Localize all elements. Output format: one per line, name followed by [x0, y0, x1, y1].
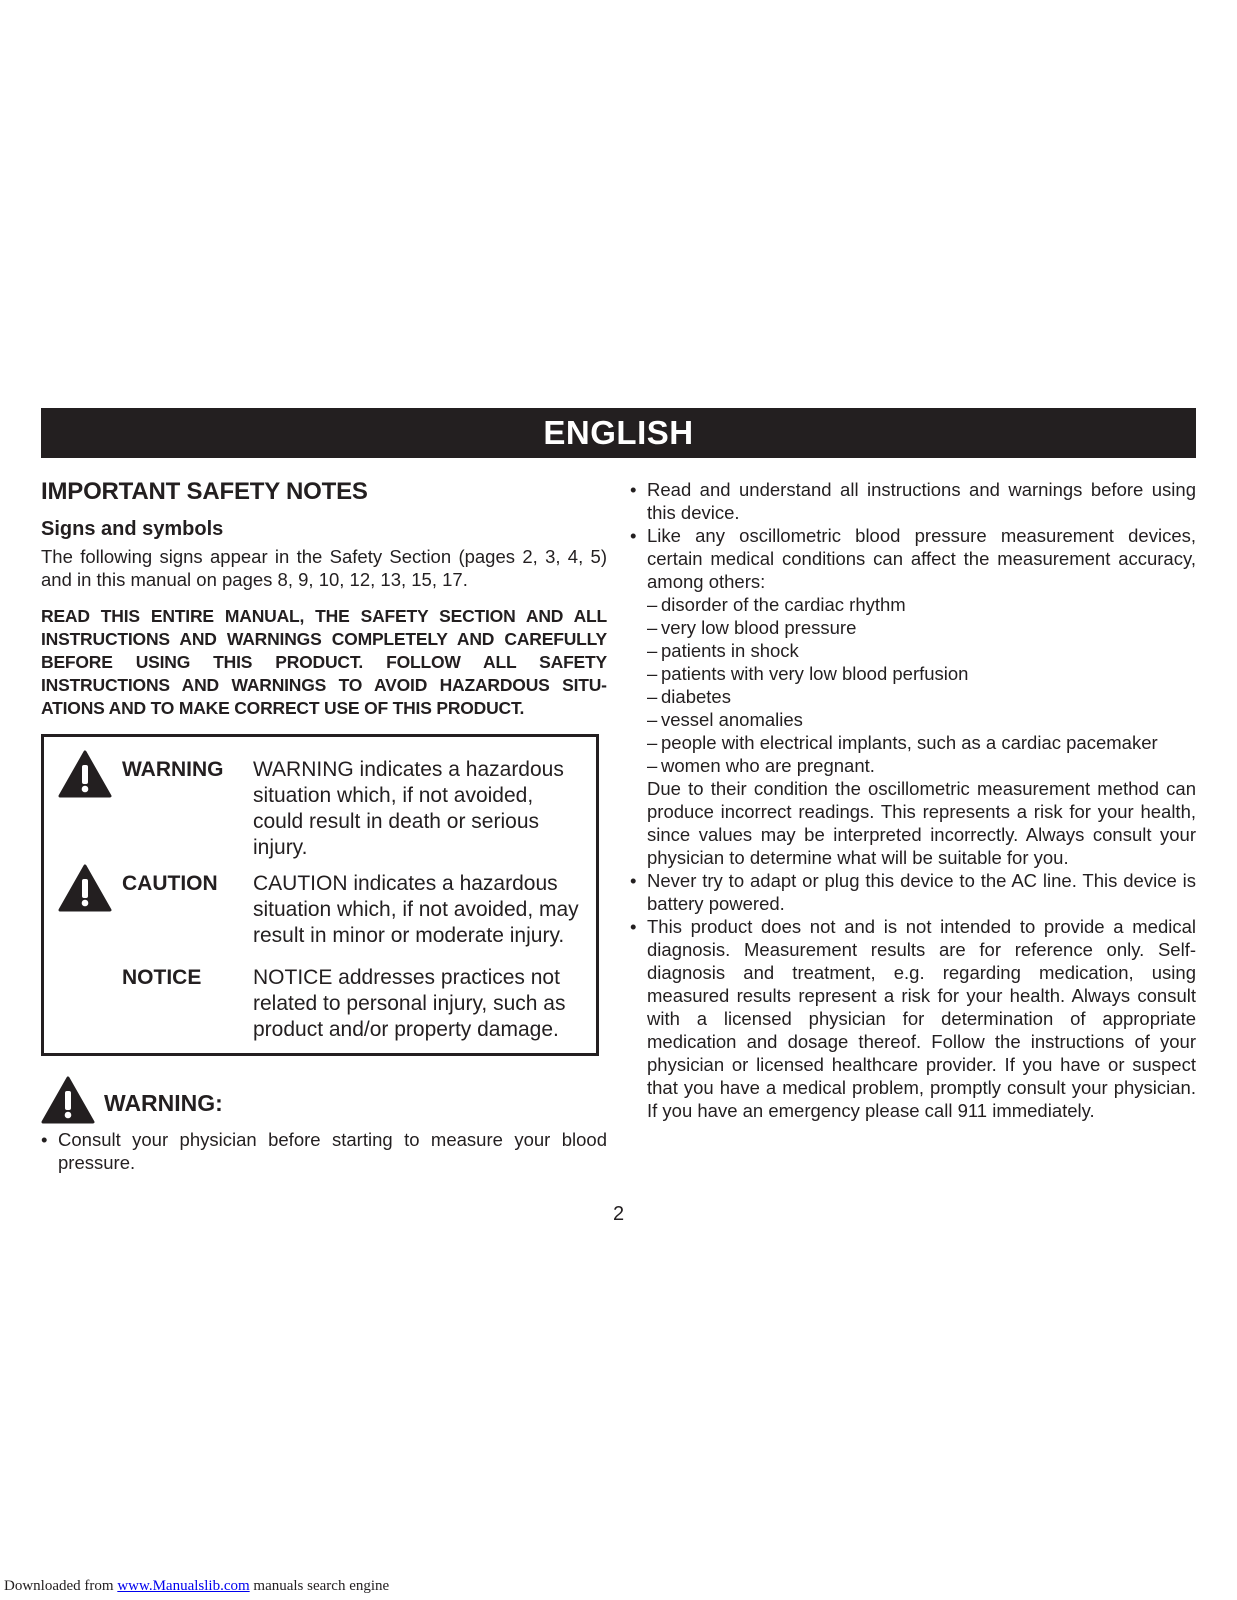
condition-item: – diabetes: [647, 686, 731, 707]
signal-desc-caution: CAUTION indicates a hazardous situation which, if not avoided, may result in minor or moderate injury.: [253, 872, 579, 947]
signal-label-notice: NOTICE: [122, 966, 202, 989]
condition-item: – disorder of the cardiac rhythm: [647, 594, 906, 615]
caution-triangle-icon: [58, 864, 112, 912]
language-banner: [41, 408, 1196, 458]
warning-triangle-icon: [41, 1076, 95, 1124]
signal-desc-notice: NOTICE addresses practices not related to personal injury, such as product and/or property damage.: [253, 966, 566, 1041]
right-column: [630, 478, 1196, 1122]
signal-label-caution: CAUTION: [122, 872, 218, 895]
signal-desc-warning: WARNING indicates a hazardous situation which, if not avoided, could result in death or serious injury.: [253, 758, 564, 859]
read-manual-notice: READ THIS ENTIRE MANUAL, THE SAFETY SECTION AND ALL INSTRUCTIONS AND WARNINGS COMPLETELY AND CAREFULLY BEFORE USING THIS PRODUCT. FOLLOW ALL SAFETY INSTRUCTIONS AND WARNINGS TO AVOID HAZARDOUS SITUATIONS AND TO MAKE CORRECT USE OF THIS PRODUCT.: [41, 606, 607, 718]
signal-words-box: [41, 734, 599, 1056]
language-title: ENGLISH: [543, 414, 694, 451]
condition-item: – vessel anomalies: [647, 709, 803, 730]
section-title: IMPORTANT SAFETY NOTES: [41, 478, 368, 505]
manualslib-link[interactable]: www.Manualslib.com: [117, 1578, 250, 1594]
subsection-title: Signs and symbols: [41, 518, 224, 540]
list-item: [630, 524, 1196, 593]
signal-label-warning: WARNING: [122, 758, 224, 781]
list-item: • Never try to adapt or plug this device to the AC line. This device is battery powered.: [630, 869, 1196, 915]
conditions-list: [630, 593, 1196, 869]
list-item: • This product does not and is not intended to provide a medical diagnosis. Measurement results are for reference only. Self-diagnosis and treatment, e.g. regarding medication, using measured results represent a risk for your health. Always consult with a licensed physician for determination of appropriate medication and dosage thereof. Follow the instructions of your physician or licensed healthcare provider. If you have or suspect that you have a medical problem, promptly consult your physician. If you have an emergency please call 911 immediately.: [630, 915, 1196, 1122]
footer-prefix: Downloaded from: [4, 1578, 118, 1594]
list-item: • Read and understand all instructions and warnings before using this device.: [630, 478, 1196, 524]
condition-item: – very low blood pressure: [647, 617, 857, 638]
conditions-intro: Like any oscillometric blood pressure measurement devices, certain medical conditions can affect the measurement accuracy, among others:: [647, 525, 1196, 592]
left-column: [41, 478, 607, 720]
condition-item: – people with electrical implants, such as a cardiac pacemaker: [647, 732, 1158, 753]
list-item: • Consult your physician before starting to measure your blood pressure.: [41, 1128, 607, 1174]
conditions-outro: Due to their condition the oscillometric measurement method can produce incorrect readings. This represents a risk for your health, since values may be interpreted incorrectly. Always consult your physician to determine what will be suitable for you.: [647, 778, 1196, 868]
warning-bullet-list: [41, 1128, 607, 1174]
warning-heading: [41, 1076, 601, 1128]
download-footer: [4, 1578, 389, 1595]
intro-paragraph: The following signs appear in the Safety Section (pages 2, 3, 4, 5) and in this manual on pages 8, 9, 10, 12, 13, 15, 17.: [41, 546, 607, 590]
condition-item: – women who are pregnant.: [647, 755, 875, 776]
condition-item: – patients with very low blood perfusion: [647, 663, 969, 684]
warning-heading-label: WARNING:: [104, 1090, 223, 1116]
footer-suffix: manuals search engine: [249, 1578, 390, 1594]
page-number: 2: [612, 1203, 625, 1225]
condition-item: – patients in shock: [647, 640, 799, 661]
warning-triangle-icon: [58, 750, 112, 798]
